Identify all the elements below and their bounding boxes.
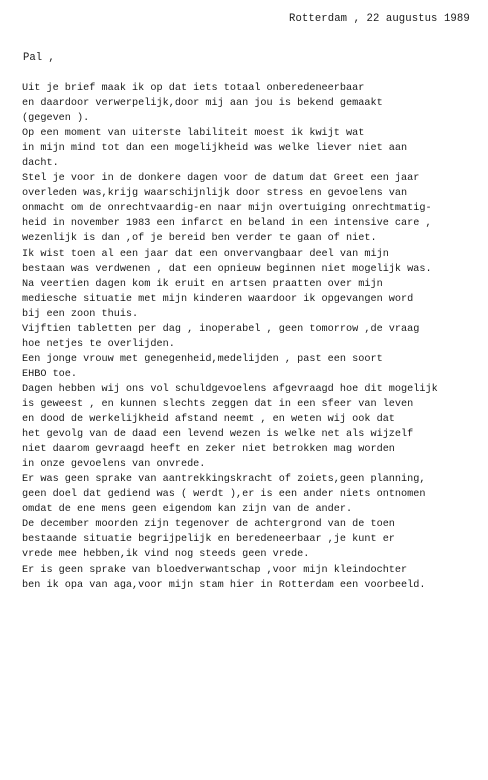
letter-line: Vijftien tabletten per dag , inoperabel , geen tomorrow ,de vraag — [22, 323, 420, 335]
letter-line: en daardoor verwerpelijk,door mij aan jou is bekend gemaakt — [22, 98, 383, 110]
letter-line: Dagen hebben wij ons vol schuldgevoelens afgevraagd hoe dit mogelijk — [22, 383, 438, 395]
letter-line: Na veertien dagen kom ik eruit en artsen praatten over mijn — [22, 278, 383, 290]
letter-line: wezenlijk is dan ,of je bereid ben verder te gaan of niet. — [22, 233, 377, 245]
letter-line: Er was geen sprake van aantrekkingskracht of zoiets,geen planning, — [22, 474, 426, 486]
letter-line: Een jonge vrouw met genegenheid,medelijden , past een soort — [22, 353, 383, 365]
letter-line: bij een zoon thuis. — [22, 308, 139, 320]
letter-line: (gegeven ). — [22, 113, 90, 125]
letter-line: Op een moment van uiterste labiliteit moest ik kwijt wat — [22, 128, 365, 140]
letter-line: Er is geen sprake van bloedverwantschap ,voor mijn kleindochter — [22, 564, 408, 576]
letter-line: bestaande situatie begrijpelijk en beredeneerbaar ,je kunt er — [22, 534, 395, 546]
letter-line: vrede mee hebben,ik vind nog steeds geen vrede. — [22, 549, 310, 561]
letter-line: omdat de ene mens geen eigendom kan zijn van de ander. — [22, 504, 353, 516]
letter-line: in onze gevoelens van onvrede. — [22, 459, 206, 471]
letter-line: overleden was,krijg waarschijnlijk door stress en gevoelens van — [22, 188, 408, 200]
letter-line: niet daarom gevraagd heeft en zeker niet betrokken mag worden — [22, 444, 395, 456]
letter-line: Ik wist toen al een jaar dat een onvervangbaar deel van mijn — [22, 248, 389, 260]
letter-line: is geweest , en kunnen slechts zeggen dat in een sfeer van leven — [22, 398, 414, 410]
letter-line: mediesche situatie met mijn kinderen waardoor ik opgevangen word — [22, 293, 414, 305]
letter-body — [22, 81, 484, 593]
letter-line: Uit je brief maak ik op dat iets totaal onberedeneerbaar — [22, 83, 365, 94]
letter-line: heid in november 1983 een infarct en beland in een intensive care , — [22, 218, 432, 230]
letter-line: geen doel dat gediend was ( werdt ),er is een ander niets ontnomen — [22, 489, 426, 501]
letter-line: het gevolg van de daad een levend wezen is welke net als wijzelf — [22, 429, 414, 441]
letter-line: Stel je voor in de donkere dagen voor de datum dat Greet een jaar — [22, 173, 420, 185]
letter-line: ben ik opa van aga,voor mijn stam hier in Rotterdam een voorbeeld. — [22, 579, 426, 591]
letter-line: EHBO toe. — [22, 368, 78, 380]
letter-line: onmacht om de onrechtvaardig-en naar mijn overtuiging onrechtmatig- — [22, 203, 432, 215]
letter-line: dacht. — [22, 158, 59, 170]
letter-line: hoe netjes te overlijden. — [22, 338, 175, 350]
letter-line: en dood de werkelijkheid afstand neemt , en weten wij ook dat — [22, 414, 395, 426]
letter-salutation: Pal , — [23, 52, 55, 64]
letter-line: in mijn mind tot dan een mogelijkheid was welke liever niet aan — [22, 143, 408, 155]
letter-line: De december moorden zijn tegenover de achtergrond van de toen — [22, 519, 395, 531]
letter-dateline: Rotterdam , 22 augustus 1989 — [289, 13, 470, 25]
letter-line: bestaan was verdwenen , dat een opnieuw beginnen niet mogelijk was. — [22, 263, 432, 275]
